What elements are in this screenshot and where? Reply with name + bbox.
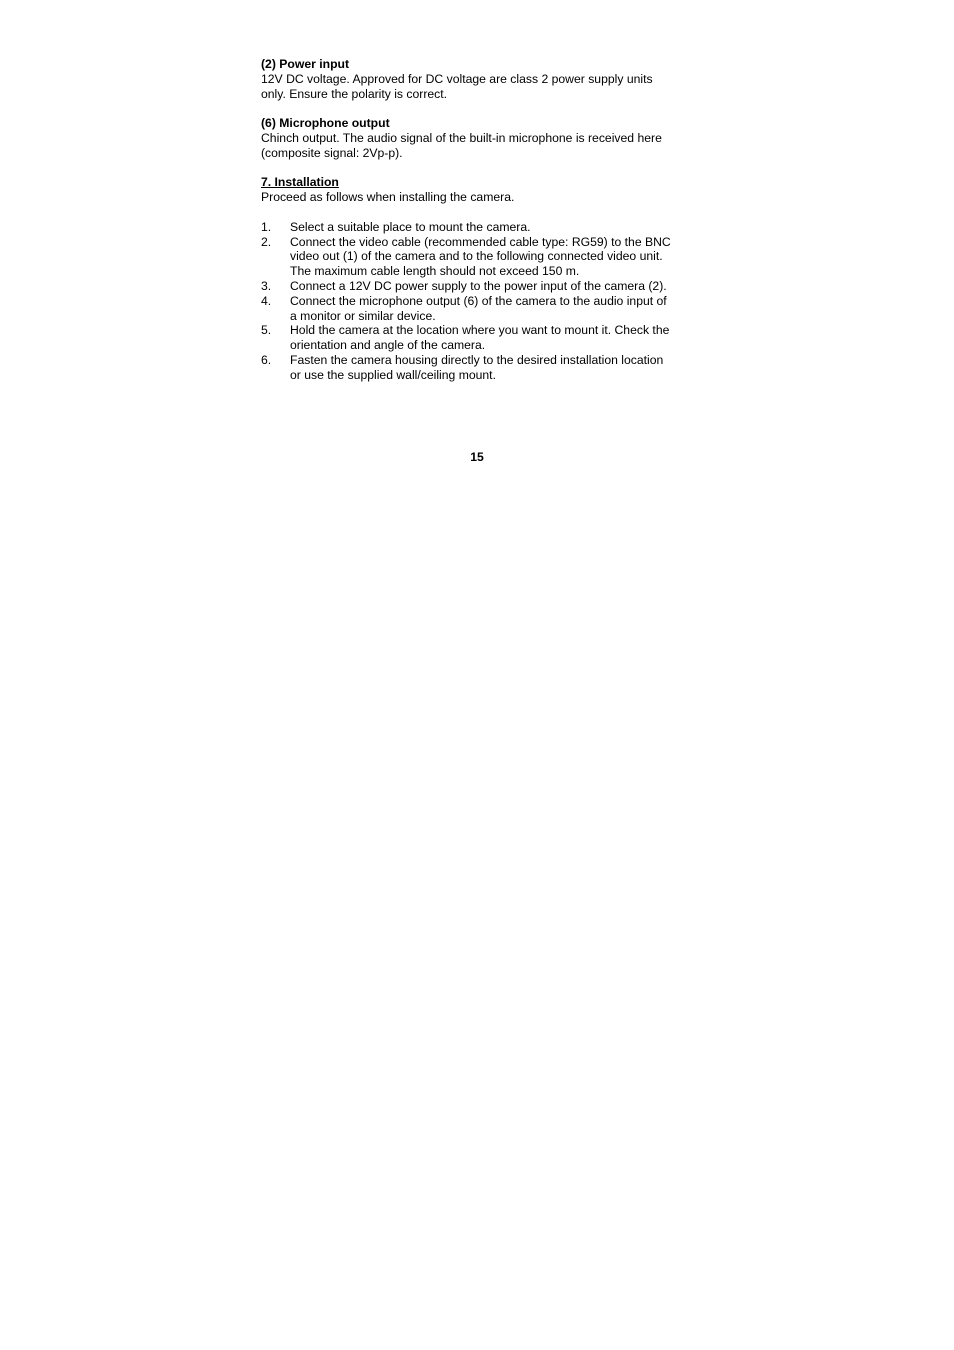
section-power-input [261,57,701,101]
step-line: a monitor or similar device. [290,308,436,323]
step-line: The maximum cable length should not exceed 150 m. [290,264,580,279]
step-number: 2. [261,234,272,249]
paragraph-line: 12V DC voltage. Approved for DC voltage are class 2 power supply units [261,71,653,86]
step-text [290,353,701,383]
spacer [261,161,701,176]
step-line: Hold the camera at the location where you want to mount it. Check the [290,323,670,338]
installation-steps-list [261,220,701,383]
step-line: Fasten the camera housing directly to the desired installation location [290,352,664,367]
paragraph-line: Chinch output. The audio signal of the built-in microphone is received here [261,130,662,145]
step-text [290,294,701,324]
step-number: 6. [261,352,272,367]
step-number: 4. [261,293,272,308]
step-line: or use the supplied wall/ceiling mount. [290,367,496,382]
step-line: Connect the video cable (recommended cable type: RG59) to the BNC [290,234,671,249]
list-item [261,294,701,324]
step-number: 5. [261,323,272,338]
step-text [290,220,701,235]
list-item [261,220,701,235]
paragraph-line: only. Ensure the polarity is correct. [261,86,448,101]
section-heading: (2) Power input [261,57,350,71]
step-text [290,323,701,353]
section-microphone-output [261,116,701,160]
list-item [261,323,701,353]
list-item [261,353,701,383]
step-number: 3. [261,278,272,293]
document-page [261,57,701,383]
step-text [290,279,701,294]
paragraph-line: (composite signal: 2Vp-p). [261,145,403,160]
step-line: video out (1) of the camera and to the following connected video unit. [290,249,663,264]
list-item [261,235,701,279]
step-line: Connect the microphone output (6) of the camera to the audio input of [290,293,667,308]
section-installation [261,175,701,382]
installation-heading: 7. Installation [261,175,339,190]
installation-intro: Proceed as follows when installing the camera. [261,190,515,205]
spacer [261,101,701,116]
step-number: 1. [261,219,272,234]
section-heading: (6) Microphone output [261,116,390,131]
step-line: Connect a 12V DC power supply to the power input of the camera (2). [290,278,667,293]
step-line: Select a suitable place to mount the camera. [290,219,531,234]
step-line: orientation and angle of the camera. [290,338,486,353]
spacer [261,205,701,220]
list-item [261,279,701,294]
page-number: 15 [470,450,484,464]
step-text [290,235,701,279]
